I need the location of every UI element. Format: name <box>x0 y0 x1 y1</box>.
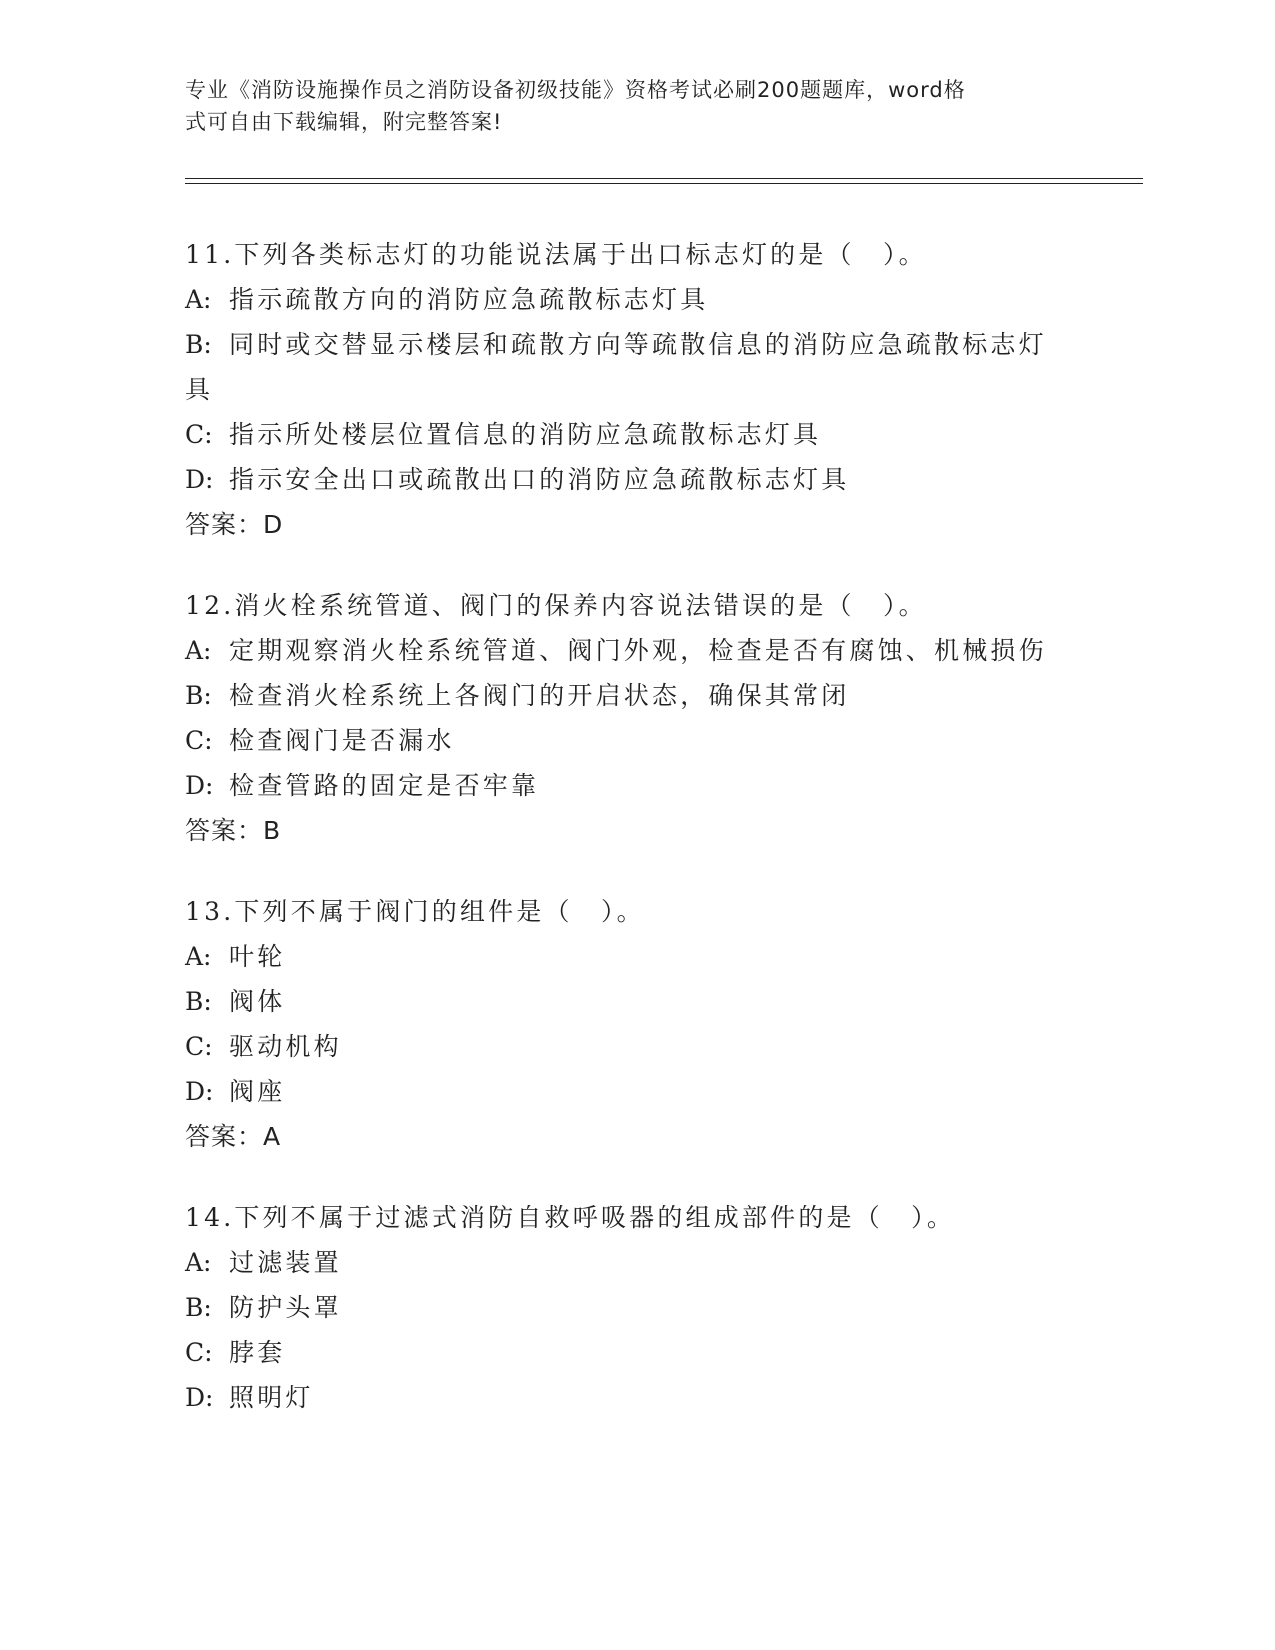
question-list <box>185 232 1065 1456</box>
option-text: 指示安全出口或疏散出口的消防应急疏散标志灯具 <box>229 465 850 494</box>
option-c <box>185 1024 1065 1069</box>
option-b <box>185 1285 1065 1330</box>
option-letter: B: <box>185 1293 212 1322</box>
option-letter: A: <box>185 1248 212 1277</box>
option-letter: C: <box>185 1338 213 1367</box>
option-text: 定期观察消火栓系统管道、阀门外观，检查是否有腐蚀、机械损伤 <box>229 636 1047 665</box>
option-b <box>185 322 1065 367</box>
option-b <box>185 673 1065 718</box>
option-c <box>185 718 1065 763</box>
question-stem: 12.消火栓系统管道、阀门的保养内容说法错误的是（ ）。 <box>185 591 927 620</box>
question-14 <box>185 1195 1065 1420</box>
option-d <box>185 457 1065 502</box>
option-text: 过滤装置 <box>229 1248 342 1277</box>
option-a <box>185 277 1065 322</box>
option-text: 阀座 <box>229 1077 286 1106</box>
option-a <box>185 934 1065 979</box>
answer-line: 答案：A <box>185 1122 282 1151</box>
option-letter: A: <box>185 942 212 971</box>
header-title-line-1: 专业《消防设施操作员之消防设备初级技能》资格考试必刷200题题库，word格 <box>185 78 966 102</box>
option-text: 指示疏散方向的消防应急疏散标志灯具 <box>229 285 709 314</box>
header-divider-bottom <box>185 183 1143 184</box>
option-letter: B: <box>185 987 212 1016</box>
option-letter: A: <box>185 636 212 665</box>
option-text: 同时或交替显示楼层和疏散方向等疏散信息的消防应急疏散标志灯 <box>229 330 1047 359</box>
option-text: 检查消火栓系统上各阀门的开启状态，确保其常闭 <box>229 681 850 710</box>
option-text: 检查阀门是否漏水 <box>229 726 455 755</box>
option-letter: D: <box>185 1077 214 1106</box>
answer-line: 答案：B <box>185 816 282 845</box>
question-11 <box>185 232 1065 547</box>
question-12 <box>185 583 1065 853</box>
option-text: 驱动机构 <box>229 1032 342 1061</box>
option-c <box>185 412 1065 457</box>
option-d <box>185 1375 1065 1420</box>
option-letter: B: <box>185 681 212 710</box>
option-letter: A: <box>185 285 212 314</box>
option-text: 检查管路的固定是否牢靠 <box>229 771 540 800</box>
option-a <box>185 1240 1065 1285</box>
option-letter: B: <box>185 330 212 359</box>
header-divider-top <box>185 178 1143 179</box>
answer-line: 答案：D <box>185 510 284 539</box>
option-text: 阀体 <box>229 987 286 1016</box>
option-d <box>185 763 1065 808</box>
option-letter: C: <box>185 1032 213 1061</box>
question-stem: 13.下列不属于阀门的组件是（ ）。 <box>185 897 645 926</box>
question-13 <box>185 889 1065 1159</box>
option-c <box>185 1330 1065 1375</box>
option-b-continuation: 具 <box>185 375 214 404</box>
option-d <box>185 1069 1065 1114</box>
option-b <box>185 979 1065 1024</box>
option-text: 叶轮 <box>229 942 286 971</box>
document-header <box>185 74 1065 138</box>
question-stem: 11.下列各类标志灯的功能说法属于出口标志灯的是（ ）。 <box>185 240 927 269</box>
option-a <box>185 628 1065 673</box>
option-letter: C: <box>185 420 213 449</box>
option-text: 照明灯 <box>229 1383 314 1412</box>
header-title-line-2: 式可自由下载编辑，附完整答案! <box>185 110 503 134</box>
option-text: 指示所处楼层位置信息的消防应急疏散标志灯具 <box>229 420 822 449</box>
option-letter: D: <box>185 1383 214 1412</box>
question-stem: 14.下列不属于过滤式消防自救呼吸器的组成部件的是（ ）。 <box>185 1203 956 1232</box>
option-letter: C: <box>185 726 213 755</box>
option-text: 防护头罩 <box>229 1293 342 1322</box>
option-letter: D: <box>185 465 214 494</box>
option-letter: D: <box>185 771 214 800</box>
option-text: 脖套 <box>229 1338 286 1367</box>
